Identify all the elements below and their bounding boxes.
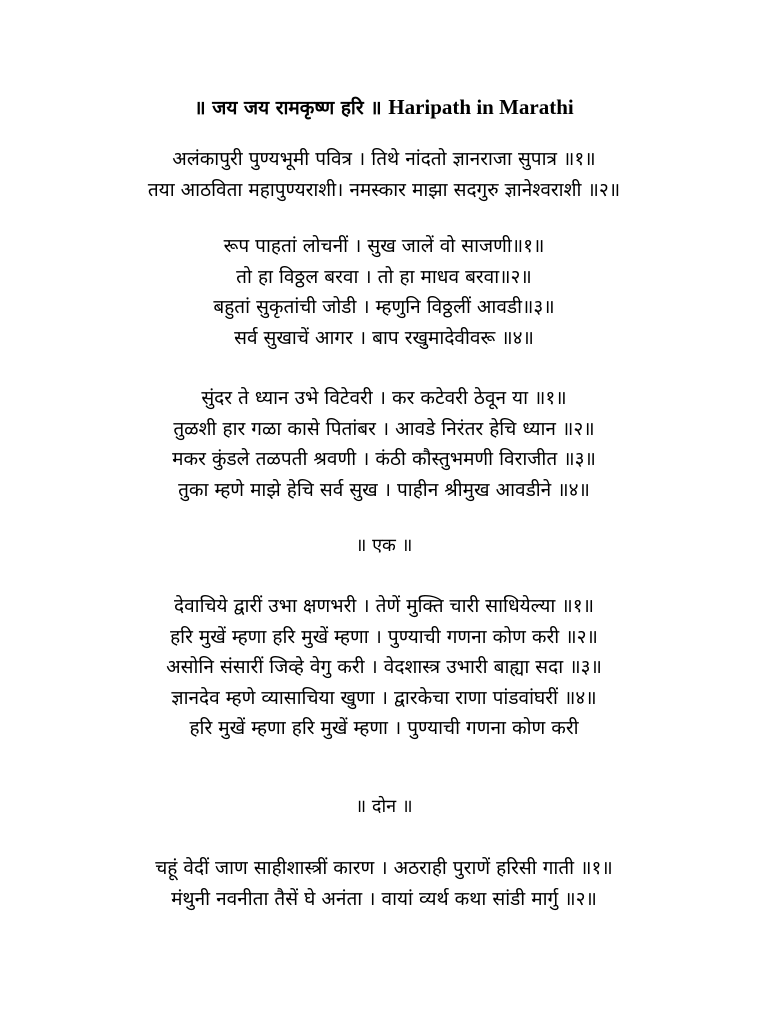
page-title <box>0 94 768 120</box>
verse-line: अलंकापुरी पुण्यभूमी पवित्र । तिथे नांदतो ज्ञानराजा सुपात्र ॥१॥ <box>172 148 596 170</box>
section-heading-two: ॥ दोन ॥ <box>355 796 413 817</box>
verse-line: सुंदर ते ध्यान उभे विटेवरी । कर कटेवरी ठेवून या ॥१॥ <box>201 387 567 409</box>
verse-line: तुळशी हार गळा कासे पितांबर । आवडे निरंतर हेचि ध्यान ॥२॥ <box>173 417 595 440</box>
verse-line: मकर कुंडले तळपती श्रवणी । कंठी कौस्तुभमणी विराजीत ॥३॥ <box>172 448 596 470</box>
abhang-one <box>0 591 768 744</box>
rupa-verse <box>0 231 768 353</box>
title-english: Haripath in Marathi <box>388 95 574 119</box>
intro-verse <box>0 144 768 205</box>
verse-line: सर्व सुखाचें आगर । बाप रखुमादेवीवरू ॥४॥ <box>234 326 534 349</box>
verse-line: तुका म्हणे माझे हेचि सर्व सुख । पाहीन श्रीमुख आवडीने ॥४॥ <box>178 478 590 501</box>
title-marathi: ॥ जय जय रामकृष्ण हरि ॥ <box>194 97 382 119</box>
verse-line: रूप पाहतां लोचनीं । सुख जालें वो साजणी॥१॥ <box>223 235 545 257</box>
verse-line: हरि मुखें म्हणा हरि मुखें म्हणा । पुण्याची गणना कोण करी ॥२॥ <box>170 625 598 648</box>
verse-line: हरि मुखें म्हणा हरि मुखें म्हणा । पुण्याची गणना कोण करी <box>189 717 579 739</box>
sundar-verse <box>0 383 768 505</box>
section-heading-one: ॥ एक ॥ <box>355 535 413 556</box>
verse-line: तो हा विठ्ठल बरवा । तो हा माधव बरवा॥२॥ <box>236 265 532 288</box>
verse-line: तया आठविता महापुण्यराशी। नमस्कार माझा सदगुरु ज्ञानेश्वराशी ॥२॥ <box>147 178 621 201</box>
verse-line: देवाचिये द्वारीं उभा क्षणभरी । तेणें मुक्ति चारी साधियेल्या ॥१॥ <box>174 595 594 617</box>
abhang-two <box>0 853 768 914</box>
verse-line: असोनि संसारीं जिव्हे वेगु करी । वेदशास्त्र उभारी बाह्या सदा ॥३॥ <box>166 656 602 678</box>
verse-line: बहुतां सुकृतांची जोडी । म्हणुनि विठ्ठलीं आवडी॥३॥ <box>213 296 555 318</box>
verse-line: चहूं वेदीं जाण साहीशास्त्रीं कारण । अठराही पुराणें हरिसी गाती ॥१॥ <box>155 857 613 879</box>
verse-line: ज्ञानदेव म्हणे व्यासाचिया खुणा । द्वारकेचा राणा पांडवांघरीं ॥४॥ <box>171 686 597 709</box>
verse-line: मंथुनी नवनीता तैसें घे अनंता । वायां व्यर्थ कथा सांडी मार्गु ॥२॥ <box>171 887 597 910</box>
